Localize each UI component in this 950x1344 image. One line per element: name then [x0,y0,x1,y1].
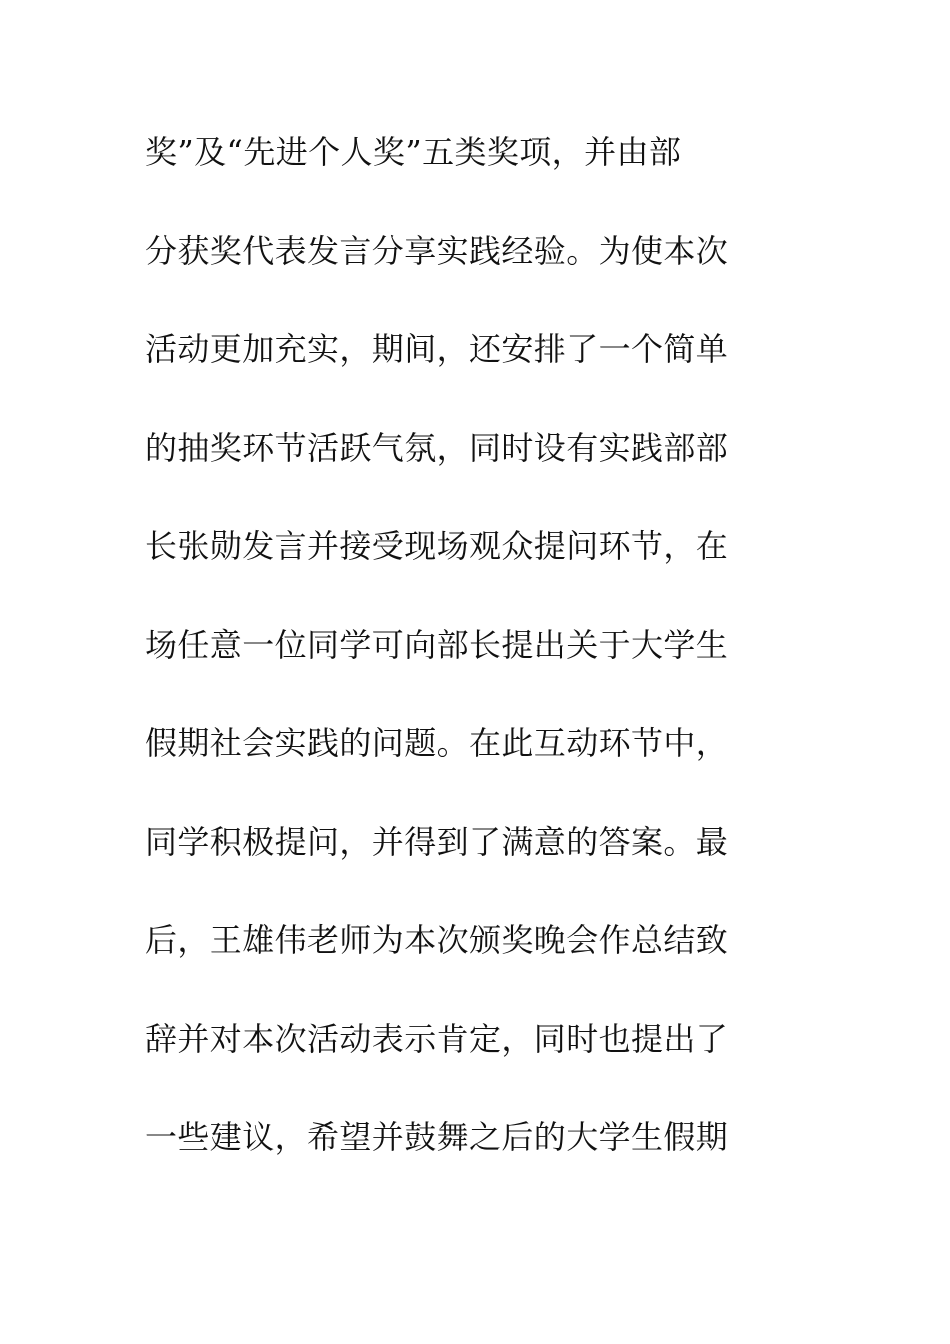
text-line: 一些建议，希望并鼓舞之后的大学生假期 [145,1118,729,1156]
text-line: 的抽奖环节活跃气氛，同时设有实践部部 [145,428,729,467]
text-line: 后，王雄伟老师为本次颁奖晚会作总结致 [145,921,729,959]
text-line: 同学积极提问，并得到了满意的答案。最 [145,822,729,861]
text-line: 活动更加充实，期间，还安排了一个简单 [145,330,729,368]
text-line: 场任意一位同学可向部长提出关于大学生 [145,625,729,664]
text-line: 假期社会实践的问题。在此互动环节中， [145,724,729,762]
text-line: 辞并对本次活动表示肯定，同时也提出了 [145,1019,729,1058]
text-line: 长张勋发言并接受现场观众提问环节，在 [145,527,729,565]
text-line: 分获奖代表发言分享实践经验。为使本次 [145,231,729,270]
body-text [145,123,785,1207]
text-line: 奖”及“先进个人奖”五类奖项，并由部 [145,133,682,171]
